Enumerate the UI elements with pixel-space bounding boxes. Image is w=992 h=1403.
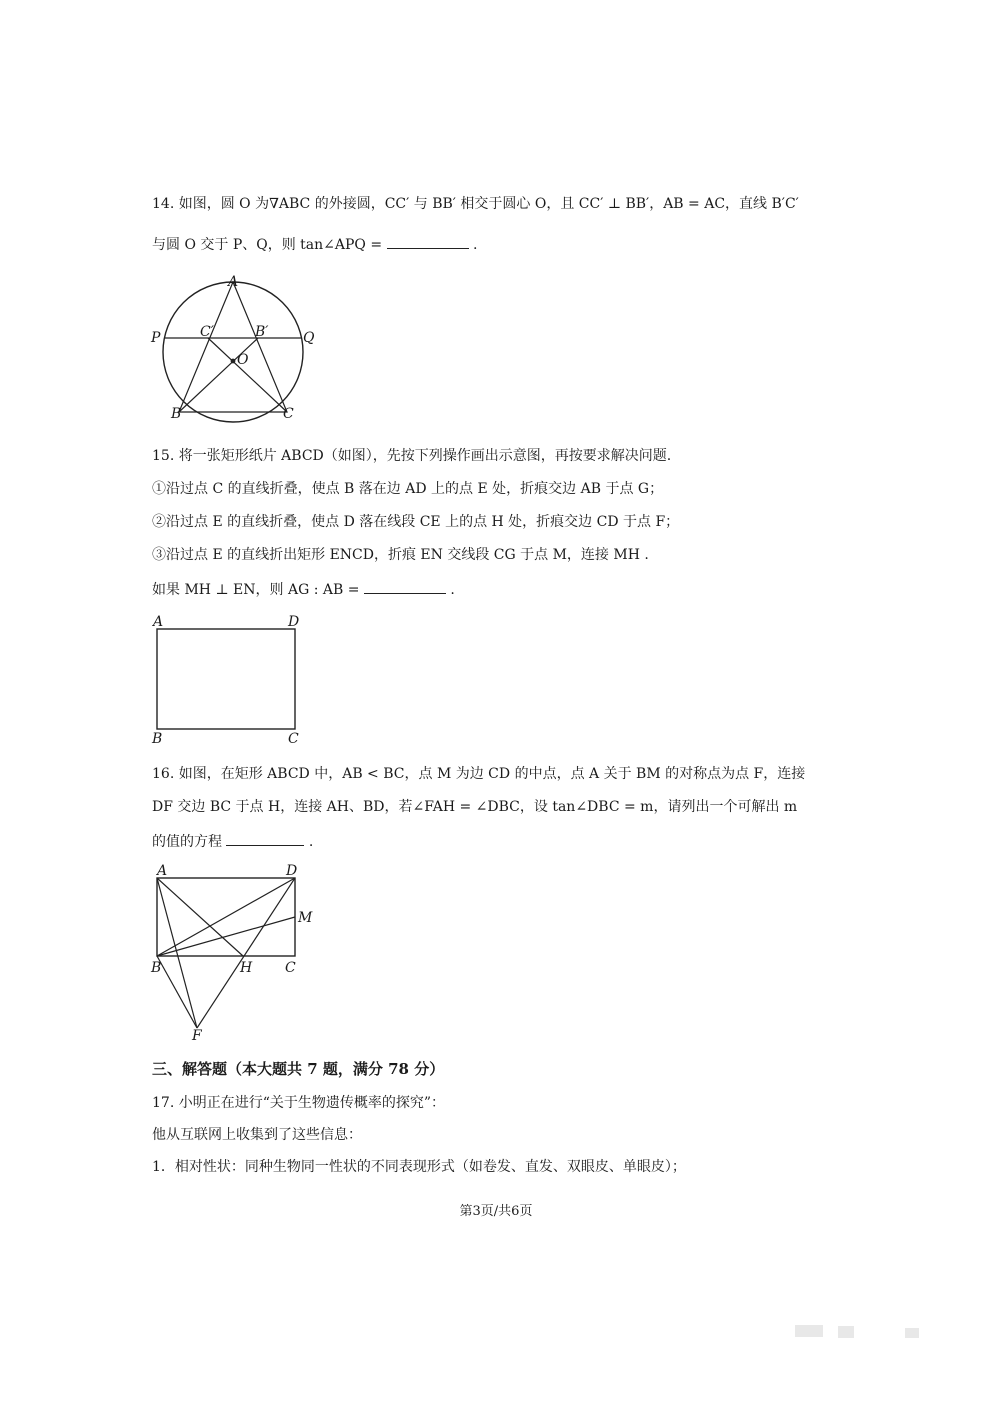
q15-figure [148,610,308,750]
section-heading: 三、解答题（本大题共 7 题，满分 78 分） [152,1060,445,1078]
label-h: H [240,960,253,976]
segment-df [197,878,295,1028]
label-c: C [283,406,294,422]
label-o: O [237,352,249,368]
q15-question [152,579,455,599]
segment-bd [157,878,295,956]
q17-line3: 1．相对性状：同种生物同一性状的不同表现形式（如卷发、直发、双眼皮、单眼皮）； [152,1159,686,1175]
segment-bb1 [179,338,258,412]
q17-line2: 他从互联网上收集到了这些信息： [152,1127,362,1143]
watermark-smudge [838,1326,854,1338]
q14-line2 [152,234,477,254]
q14-figure [145,272,325,427]
watermark-smudge [795,1325,823,1337]
label-m: M [298,910,313,926]
rectangle-abcd [157,629,295,729]
watermark-smudge [905,1328,919,1338]
segment-bf [157,956,197,1028]
q16-line3 [152,831,313,851]
q16-answer-blank [226,831,304,846]
q15-step3: ③沿过点 E 的直线折出矩形 ENCD，折痕 EN 交线段 CG 于点 M，连接 MH . [152,547,649,563]
label-b: B [171,406,182,422]
label-d: D [286,863,298,879]
label-c: C [288,731,299,747]
segment-cc1 [208,338,287,412]
label-b: B [152,731,163,747]
label-c-prime: C′ [200,324,214,340]
label-b: B [151,960,162,976]
q16-line3-text: 的值的方程 [152,834,222,850]
q16-line1: 16. 如图，在矩形 ABCD 中，AB < BC，点 M 为边 CD 的中点，点 A 关于 BM 的对称点为点 F，连接 [152,766,806,782]
label-a: A [228,274,239,290]
q15-answer-blank [364,579,446,594]
label-a: A [153,614,164,630]
triangle-abc [179,282,287,412]
q14-line1: 14. 如图，圆 O 为∇ABC 的外接圆，CC′ 与 BB′ 相交于圆心 O，且 CC′ ⊥ BB′，AB = AC，直线 B′C′ [152,196,799,212]
label-f: F [192,1028,202,1044]
q15-step1: ①沿过点 C 的直线折叠，使点 B 落在边 AD 上的点 E 处，折痕交边 AB 于点 G； [152,481,664,497]
q14-line2-text: 与圆 O 交于 P、Q，则 tan∠APQ = [152,237,383,253]
segment-bm [157,917,295,956]
q17-line1: 17. 小明正在进行“关于生物遗传概率的探究”： [152,1095,446,1111]
center-o-dot [231,359,236,364]
q15-question-end: . [450,582,455,598]
label-q: Q [303,330,315,346]
q15-question-text: 如果 MH ⊥ EN，则 AG : AB = [152,582,360,598]
label-d: D [288,614,300,630]
q16-line2: DF 交边 BC 于点 H，连接 AH、BD，若∠FAH = ∠DBC，设 tan∠DBC = m，请列出一个可解出 m [152,799,798,815]
q14-answer-blank [387,234,469,249]
label-b-prime: B′ [255,324,269,340]
q16-line3-end: . [308,834,314,850]
label-c: C [285,960,296,976]
label-p: P [151,330,161,346]
page-footer: 第3页/共6页 [459,1204,533,1219]
q15-step2: ②沿过点 E 的直线折叠，使点 D 落在线段 CE 上的点 H 处，折痕交边 CD 于点 F； [152,514,680,530]
q14-line2-end: . [473,237,478,253]
q16-figure [148,860,323,1045]
q15-line1: 15. 将一张矩形纸片 ABCD（如图），先按下列操作画出示意图，再按要求解决问题. [152,448,672,464]
label-a: A [157,863,168,879]
